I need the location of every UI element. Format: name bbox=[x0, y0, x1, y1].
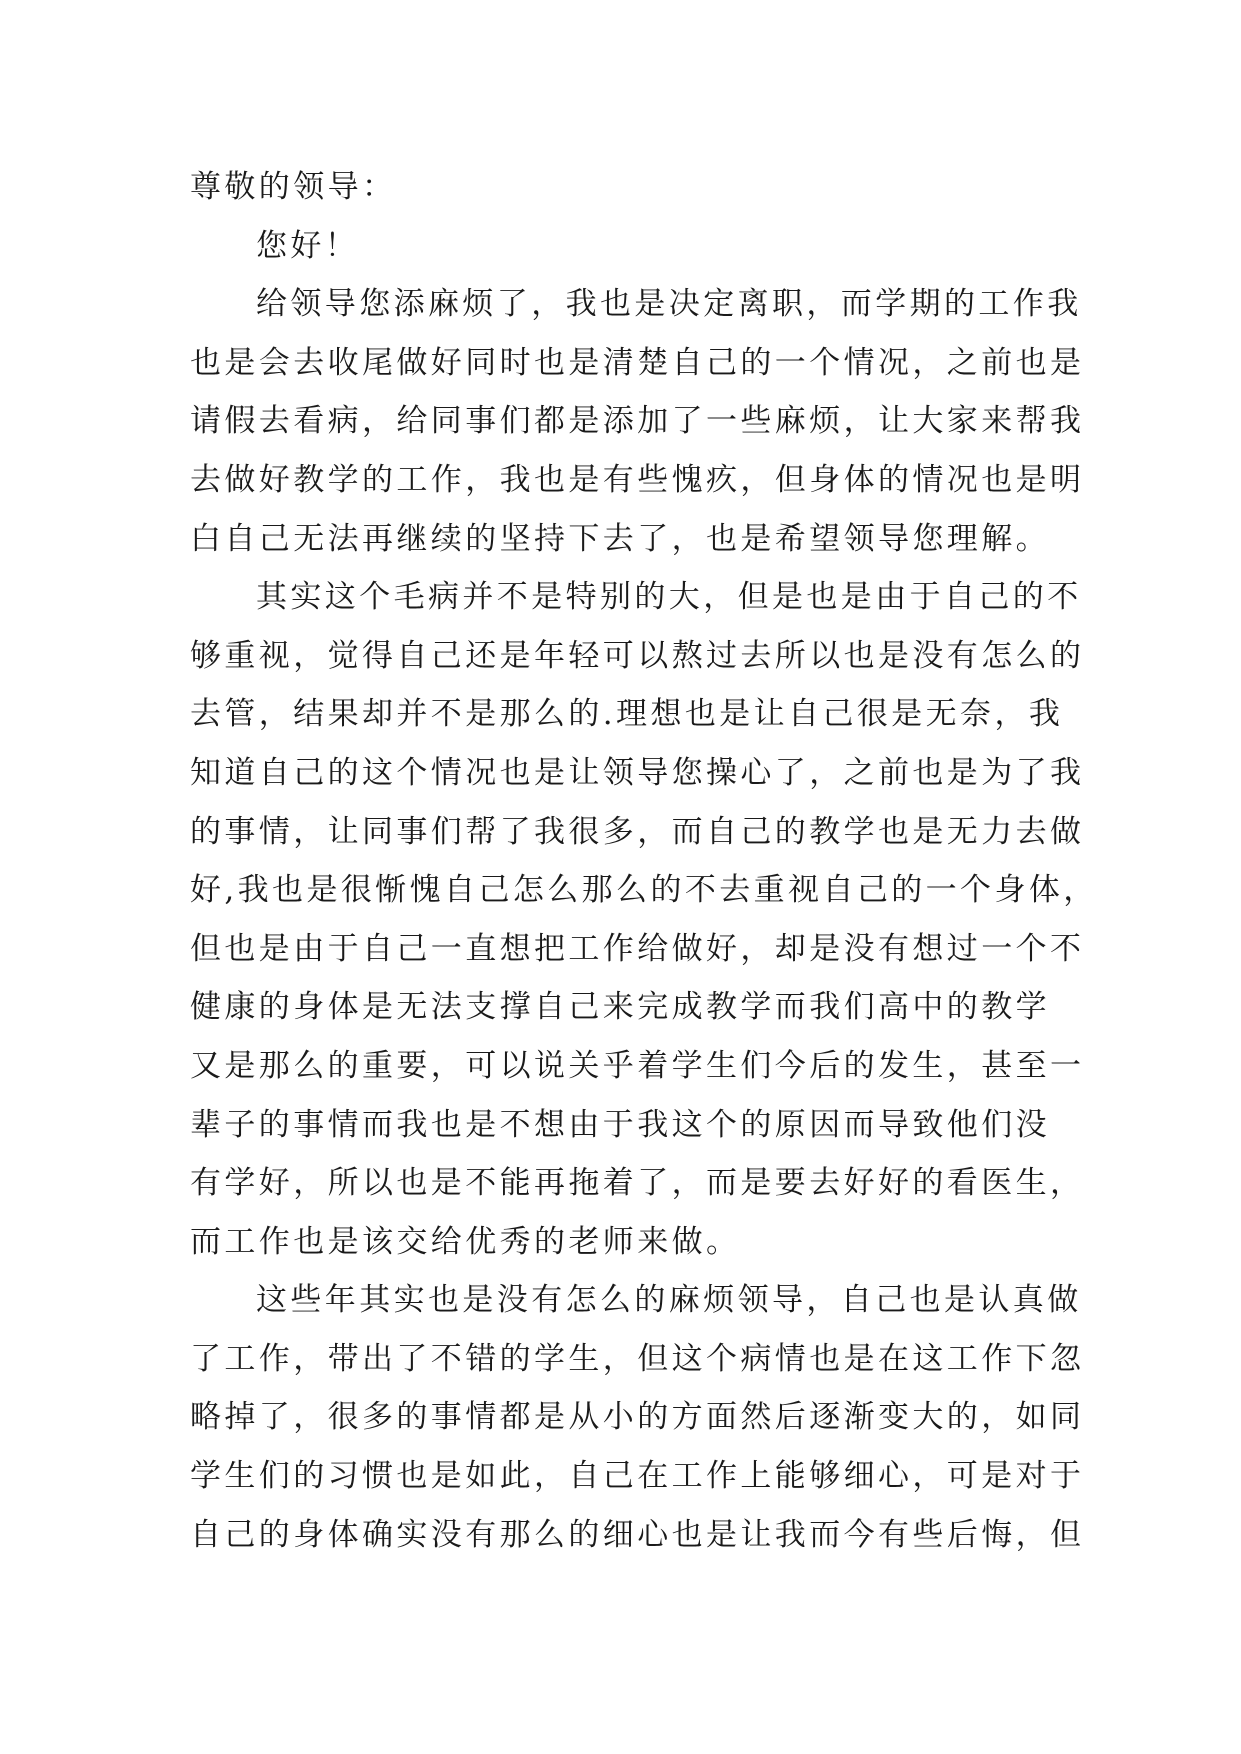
text-line: 而工作也是该交给优秀的老师来做。 bbox=[190, 1223, 741, 1260]
text-line: 但也是由于自己一直想把工作给做好，却是没有想过一个不 bbox=[190, 930, 1085, 967]
text-line: 自己的身体确实没有那么的细心也是让我而今有些后悔，但 bbox=[190, 1516, 1085, 1553]
text-line: 去做好教学的工作，我也是有些愧疚，但身体的情况也是明 bbox=[190, 461, 1085, 498]
salutation: 尊敬的领导： bbox=[190, 169, 397, 205]
text-line: 有学好，所以也是不能再拖着了，而是要去好好的看医生， bbox=[190, 1165, 1085, 1202]
text-line: 的事情，让同事们帮了我很多，而自己的教学也是无力去做 bbox=[190, 813, 1085, 850]
paragraph-greeting bbox=[190, 217, 1050, 276]
text-line: 了工作，带出了不错的学生，但这个病情也是在这工作下忽 bbox=[190, 1340, 1085, 1377]
paragraph-illness bbox=[190, 568, 1098, 1271]
text-line: 够重视，觉得自己还是年轻可以熬过去所以也是没有怎么的 bbox=[190, 637, 1085, 674]
letter-body bbox=[190, 158, 1098, 1564]
paragraph-reflection bbox=[190, 1271, 1085, 1564]
text-line: 这些年其实也是没有怎么的麻烦领导，自己也是认真做 bbox=[256, 1282, 1082, 1319]
text-line: 您好！ bbox=[256, 227, 360, 264]
text-line: 知道自己的这个情况也是让领导您操心了，之前也是为了我 bbox=[190, 754, 1085, 791]
text-line: 辈子的事情而我也是不想由于我这个的原因而导致他们没 bbox=[190, 1106, 1050, 1143]
text-line: 请假去看病，给同事们都是添加了一些麻烦，让大家来帮我 bbox=[190, 403, 1085, 440]
text-line: 好,我也是很惭愧自己怎么那么的不去重视自己的一个身体， bbox=[190, 872, 1098, 909]
text-line: 又是那么的重要，可以说关乎着学生们今后的发生，甚至一 bbox=[190, 1047, 1085, 1084]
text-line: 给领导您添麻烦了，我也是决定离职，而学期的工作我 bbox=[256, 286, 1082, 323]
text-line: 健康的身体是无法支撑自己来完成教学而我们高中的教学 bbox=[190, 989, 1050, 1026]
text-line: 去管，结果却并不是那么的.理想也是让自己很是无奈，我 bbox=[190, 696, 1064, 733]
text-line: 学生们的习惯也是如此，自己在工作上能够细心，可是对于 bbox=[190, 1458, 1085, 1495]
text-line: 略掉了，很多的事情都是从小的方面然后逐渐变大的，如同 bbox=[190, 1399, 1085, 1436]
text-line: 也是会去收尾做好同时也是清楚自己的一个情况，之前也是 bbox=[190, 344, 1085, 381]
text-line: 其实这个毛病并不是特别的大，但是也是由于自己的不 bbox=[256, 579, 1082, 616]
paragraph-resignation bbox=[190, 275, 1085, 568]
text-line: 白自己无法再继续的坚持下去了，也是希望领导您理解。 bbox=[190, 520, 1050, 557]
